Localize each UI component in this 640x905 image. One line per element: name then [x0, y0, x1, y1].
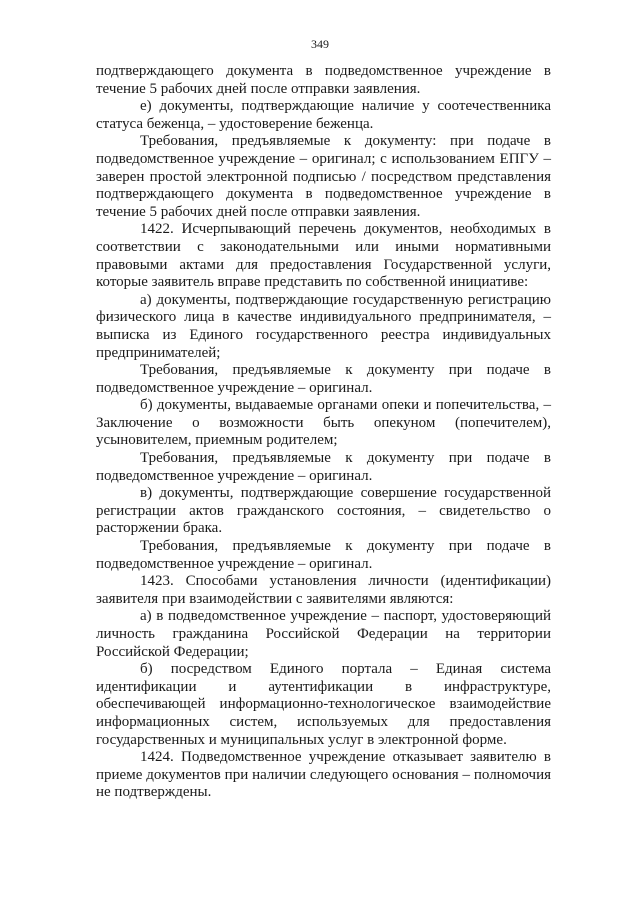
paragraph-4: 1422. Исчерпывающий перечень документов, необходимых в соответствии с законодательными или иными нормативными правовыми актами для предоставления Государственной услуги, которые заявитель вправе представить по собственной инициативе: [96, 221, 551, 291]
paragraph-1: подтверждающего документа в подведомственное учреждение в течение 5 рабочих дней после отправки заявления. [96, 63, 551, 97]
paragraph-11: 1423. Способами установления личности (идентификации) заявителя при взаимодействии с заявителями являются: [96, 573, 551, 607]
paragraph-12: а) в подведомственное учреждение – паспорт, удостоверяющий личность гражданина Российской Федерации на территории Российской Федерации; [96, 608, 551, 660]
paragraph-7: б) документы, выдаваемые органами опеки и попечительства, – Заключение о возможности быть опекуном (попечителем), усыновителем, приемным родителем; [96, 397, 551, 449]
paragraph-3: Требования, предъявляемые к документу: при подаче в подведомственное учреждение – оригинал; с использованием ЕПГУ – заверен простой электронной подписью / посредством представления подтверждающего документа в подведомственное учреждение в течение 5 рабочих дней после отправки заявления. [96, 133, 551, 220]
paragraph-6: Требования, предъявляемые к документу при подаче в подведомственное учреждение – оригинал. [96, 362, 551, 396]
paragraph-8: Требования, предъявляемые к документу при подаче в подведомственное учреждение – оригинал. [96, 450, 551, 484]
paragraph-9: в) документы, подтверждающие совершение государственной регистрации актов гражданского состояния, – свидетельство о расторжении брака. [96, 485, 551, 537]
paragraph-13: б) посредством Единого портала – Единая система идентификации и аутентификации в инфраструктуре, обеспечивающей информационно-технологическое взаимодействие информационных систем, используемых для предоставления государственных и муниципальных услуг в электронной форме. [96, 661, 551, 748]
document-body [96, 63, 551, 802]
paragraph-10: Требования, предъявляемые к документу при подаче в подведомственное учреждение – оригинал. [96, 538, 551, 572]
paragraph-2: е) документы, подтверждающие наличие у соотечественника статуса беженца, – удостоверение беженца. [96, 98, 551, 132]
page-number: 349 [311, 37, 329, 51]
paragraph-14: 1424. Подведомственное учреждение отказывает заявителю в приеме документов при наличии следующего основания – полномочия не подтверждены. [96, 749, 551, 801]
paragraph-5: а) документы, подтверждающие государственную регистрацию физического лица в качестве индивидуального предпринимателя, – выписка из Единого государственного реестра индивидуальных предпринимателей; [96, 291, 551, 361]
